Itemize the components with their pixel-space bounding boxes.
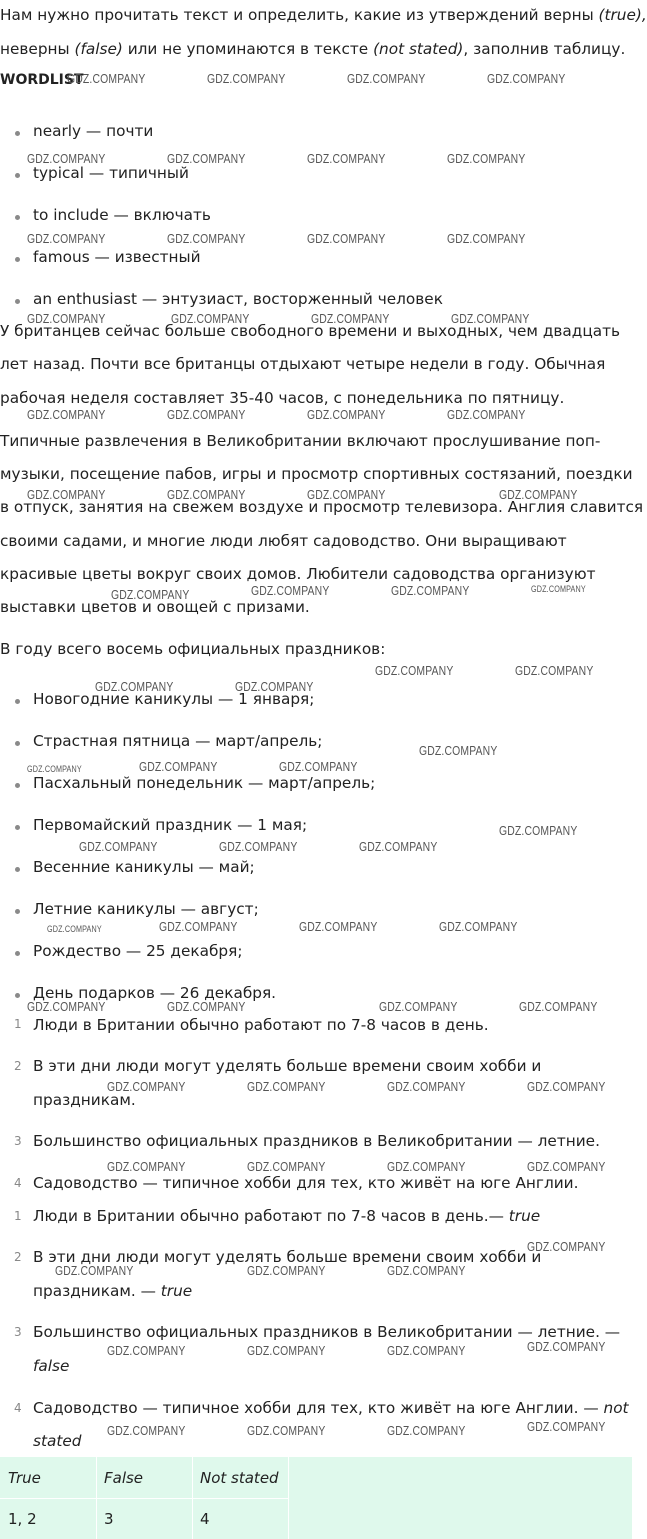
watermark: GDZ.COMPANY xyxy=(95,679,174,694)
watermark: GDZ.COMPANY xyxy=(527,1239,606,1254)
watermark: GDZ.COMPANY xyxy=(515,663,594,678)
statement-number: 4 xyxy=(14,1176,22,1190)
bullet-icon xyxy=(15,741,20,746)
watermark: GDZ.COMPANY xyxy=(531,584,586,594)
bullet-icon xyxy=(15,867,20,872)
watermark: GDZ.COMPANY xyxy=(27,764,82,774)
watermark: GDZ.COMPANY xyxy=(167,999,246,1014)
holidays-intro: В году всего восемь официальных праздников: xyxy=(0,640,386,658)
bullet-icon xyxy=(15,299,20,304)
text-line: рабочая неделя составляет 35-40 часов, с понедельника по пятницу. xyxy=(0,389,565,407)
answer-3-verdict: false xyxy=(33,1357,70,1375)
statement-3: Большинство официальных праздников в Великобритании — летние. xyxy=(33,1132,600,1150)
watermark: GDZ.COMPANY xyxy=(299,919,378,934)
watermark: GDZ.COMPANY xyxy=(439,919,518,934)
watermark: GDZ.COMPANY xyxy=(251,583,330,598)
table-header-true: True xyxy=(8,1469,41,1487)
watermark: GDZ.COMPANY xyxy=(167,151,246,166)
watermark: GDZ.COMPANY xyxy=(451,311,530,326)
bullet-icon xyxy=(15,951,20,956)
watermark: GDZ.COMPANY xyxy=(311,311,390,326)
watermark: GDZ.COMPANY xyxy=(27,231,106,246)
statement-2-line-1: В эти дни люди могут уделять больше времени своим хобби и xyxy=(33,1057,542,1075)
watermark: GDZ.COMPANY xyxy=(247,1079,326,1094)
watermark: GDZ.COMPANY xyxy=(27,487,106,502)
statement-1: Люди в Британии обычно работают по 7-8 часов в день. xyxy=(33,1016,489,1034)
table-cell-false: 3 xyxy=(104,1510,114,1528)
watermark: GDZ.COMPANY xyxy=(139,759,218,774)
bullet-icon xyxy=(15,215,20,220)
watermark: GDZ.COMPANY xyxy=(487,71,566,86)
watermark: GDZ.COMPANY xyxy=(247,1343,326,1358)
watermark: GDZ.COMPANY xyxy=(107,1079,186,1094)
watermark: GDZ.COMPANY xyxy=(79,839,158,854)
statement-4: Садоводство — типичное хобби для тех, кто живёт на юге Англии. xyxy=(33,1174,579,1192)
watermark: GDZ.COMPANY xyxy=(107,1423,186,1438)
table-divider xyxy=(288,1457,289,1539)
watermark: GDZ.COMPANY xyxy=(27,999,106,1014)
watermark: GDZ.COMPANY xyxy=(391,583,470,598)
watermark: GDZ.COMPANY xyxy=(207,71,286,86)
watermark: GDZ.COMPANY xyxy=(499,823,578,838)
statement-number: 2 xyxy=(14,1059,22,1073)
watermark: GDZ.COMPANY xyxy=(107,1343,186,1358)
watermark: GDZ.COMPANY xyxy=(47,924,102,934)
watermark: GDZ.COMPANY xyxy=(171,311,250,326)
wordlist-item: an enthusiast — энтузиаст, восторженный человек xyxy=(33,290,443,308)
text-line: в отпуск, занятия на свежем воздухе и просмотр телевизора. Англия славится xyxy=(0,498,644,516)
answer-table xyxy=(0,1457,632,1539)
table-cell-not-stated: 4 xyxy=(200,1510,210,1528)
holiday-item: Пасхальный понедельник — март/апрель; xyxy=(33,774,376,792)
watermark: GDZ.COMPANY xyxy=(167,407,246,422)
bullet-icon xyxy=(15,699,20,704)
watermark: GDZ.COMPANY xyxy=(111,587,190,602)
text-line: красивые цветы вокруг своих домов. Любители садоводства организуют xyxy=(0,565,596,583)
watermark: GDZ.COMPANY xyxy=(527,1079,606,1094)
holiday-item: Первомайский праздник — 1 мая; xyxy=(33,816,308,834)
holiday-item: Страстная пятница — март/апрель; xyxy=(33,732,323,750)
answer-number: 1 xyxy=(14,1209,22,1223)
watermark: GDZ.COMPANY xyxy=(447,231,526,246)
bullet-icon xyxy=(15,131,20,136)
watermark: GDZ.COMPANY xyxy=(499,487,578,502)
answer-2-line-2: праздникам. — true xyxy=(33,1282,193,1300)
statement-number: 3 xyxy=(14,1134,22,1148)
answer-3-line-1: Большинство официальных праздников в Великобритании — летние. — xyxy=(33,1323,621,1341)
watermark: GDZ.COMPANY xyxy=(107,1159,186,1174)
watermark: GDZ.COMPANY xyxy=(247,1263,326,1278)
answer-2-line-1: В эти дни люди могут уделять больше времени своим хобби и xyxy=(33,1248,542,1266)
watermark: GDZ.COMPANY xyxy=(67,71,146,86)
watermark: GDZ.COMPANY xyxy=(279,759,358,774)
holiday-item: Летние каникулы — август; xyxy=(33,900,259,918)
statement-2-line-2: праздникам. xyxy=(33,1091,136,1109)
watermark: GDZ.COMPANY xyxy=(527,1419,606,1434)
watermark: GDZ.COMPANY xyxy=(307,231,386,246)
watermark: GDZ.COMPANY xyxy=(159,919,238,934)
wordlist-item: typical — типичный xyxy=(33,164,189,182)
answer-1: Люди в Британии обычно работают по 7-8 часов в день.— true xyxy=(33,1207,541,1225)
watermark: GDZ.COMPANY xyxy=(527,1339,606,1354)
watermark: GDZ.COMPANY xyxy=(375,663,454,678)
watermark: GDZ.COMPANY xyxy=(307,487,386,502)
watermark: GDZ.COMPANY xyxy=(347,71,426,86)
bullet-icon xyxy=(15,257,20,262)
watermark: GDZ.COMPANY xyxy=(307,407,386,422)
task-line-2: неверны (false) или не упоминаются в тексте (not stated), заполнив таблицу. xyxy=(0,40,626,58)
text-line: выставки цветов и овощей с призами. xyxy=(0,598,310,616)
table-divider xyxy=(0,1498,288,1499)
text-line: У британцев сейчас больше свободного времени и выходных, чем двадцать xyxy=(0,322,621,340)
holiday-item: Новогодние каникулы — 1 января; xyxy=(33,690,315,708)
table-header-not-stated: Not stated xyxy=(200,1469,279,1487)
text-line: Типичные развлечения в Великобритании включают прослушивание поп- xyxy=(0,432,601,450)
text-line: своими садами, и многие люди любят садоводство. Они выращивают xyxy=(0,532,567,550)
holiday-item: Весенние каникулы — май; xyxy=(33,858,255,876)
watermark: GDZ.COMPANY xyxy=(387,1079,466,1094)
wordlist-item: nearly — почти xyxy=(33,122,154,140)
watermark: GDZ.COMPANY xyxy=(27,311,106,326)
answer-number: 3 xyxy=(14,1325,22,1339)
watermark: GDZ.COMPANY xyxy=(235,679,314,694)
text-line: лет назад. Почти все британцы отдыхают четыре недели в году. Обычная xyxy=(0,355,606,373)
wordlist-item: to include — включать xyxy=(33,206,211,224)
bullet-icon xyxy=(15,993,20,998)
watermark: GDZ.COMPANY xyxy=(307,151,386,166)
answer-4-line-1: Садоводство — типичное хобби для тех, кто живёт на юге Англии. — not xyxy=(33,1399,629,1417)
bullet-icon xyxy=(15,909,20,914)
watermark: GDZ.COMPANY xyxy=(419,743,498,758)
bullet-icon xyxy=(15,783,20,788)
watermark: GDZ.COMPANY xyxy=(27,407,106,422)
watermark: GDZ.COMPANY xyxy=(167,487,246,502)
table-header-false: False xyxy=(104,1469,144,1487)
task-line-1: Нам нужно прочитать текст и определить, какие из утверждений верны (true), xyxy=(0,6,647,24)
watermark: GDZ.COMPANY xyxy=(527,1159,606,1174)
holiday-item: День подарков — 26 декабря. xyxy=(33,984,277,1002)
table-cell-true: 1, 2 xyxy=(8,1510,37,1528)
wordlist-heading: WORDLIST xyxy=(0,72,84,88)
wordlist-item: famous — известный xyxy=(33,248,201,266)
holiday-item: Рождество — 25 декабря; xyxy=(33,942,243,960)
watermark: GDZ.COMPANY xyxy=(359,839,438,854)
answer-number: 2 xyxy=(14,1250,22,1264)
watermark: GDZ.COMPANY xyxy=(219,839,298,854)
text-line: музыки, посещение пабов, игры и просмотр спортивных состязаний, поездки xyxy=(0,465,633,483)
watermark: GDZ.COMPANY xyxy=(387,1159,466,1174)
watermark: GDZ.COMPANY xyxy=(387,1343,466,1358)
watermark: GDZ.COMPANY xyxy=(447,407,526,422)
watermark: GDZ.COMPANY xyxy=(447,151,526,166)
answer-4-verdict: stated xyxy=(33,1432,82,1450)
watermark: GDZ.COMPANY xyxy=(379,999,458,1014)
watermark: GDZ.COMPANY xyxy=(247,1159,326,1174)
watermark: GDZ.COMPANY xyxy=(519,999,598,1014)
watermark: GDZ.COMPANY xyxy=(167,231,246,246)
watermark: GDZ.COMPANY xyxy=(247,1423,326,1438)
statement-number: 1 xyxy=(14,1017,22,1031)
answer-number: 4 xyxy=(14,1401,22,1415)
watermark: GDZ.COMPANY xyxy=(387,1263,466,1278)
watermark: GDZ.COMPANY xyxy=(55,1263,134,1278)
watermark: GDZ.COMPANY xyxy=(27,151,106,166)
watermark: GDZ.COMPANY xyxy=(387,1423,466,1438)
bullet-icon xyxy=(15,173,20,178)
bullet-icon xyxy=(15,825,20,830)
